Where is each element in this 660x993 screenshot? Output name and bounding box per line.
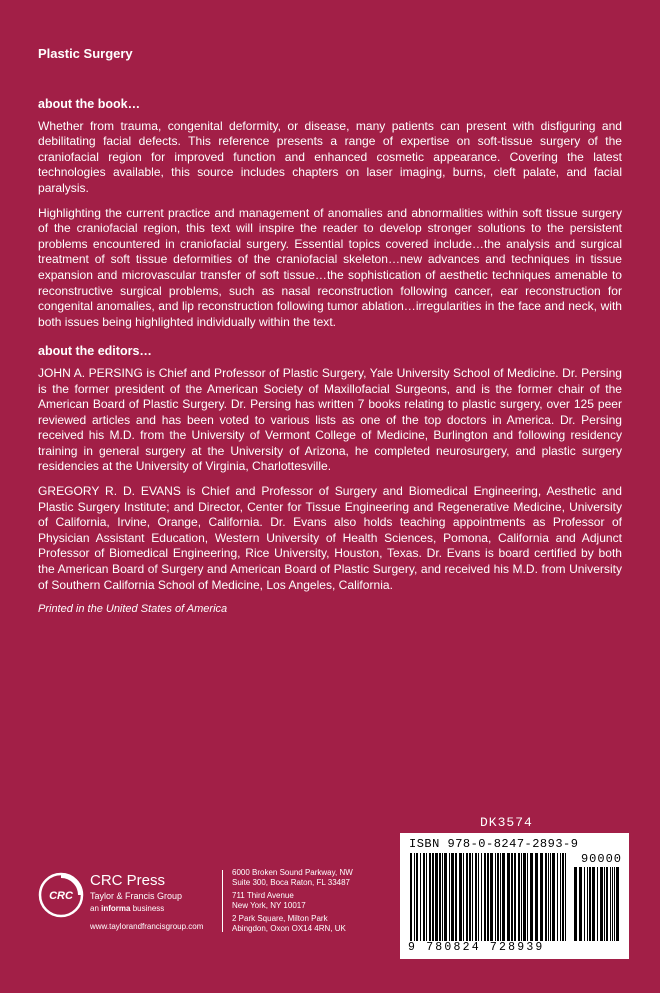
barcode-bar bbox=[416, 853, 418, 941]
barcode-bar bbox=[560, 853, 561, 941]
barcode-bar bbox=[455, 853, 457, 941]
barcode-bar bbox=[616, 867, 619, 941]
series-category: Plastic Surgery bbox=[38, 46, 133, 61]
addon-barcode-bars bbox=[574, 867, 622, 941]
crc-press-logo bbox=[38, 872, 84, 918]
barcode-bar bbox=[548, 853, 549, 941]
barcode-bar bbox=[451, 853, 454, 941]
printed-in-note: Printed in the United States of America bbox=[38, 603, 228, 616]
barcode-bar bbox=[535, 853, 538, 941]
barcode-bar bbox=[557, 853, 558, 941]
business-suffix: business bbox=[130, 904, 165, 913]
barcode-bar bbox=[500, 853, 501, 941]
publisher-group: Taylor & Francis Group bbox=[90, 891, 183, 901]
business-prefix: an bbox=[90, 904, 102, 913]
catalog-code: DK3574 bbox=[480, 815, 533, 830]
barcode-bar bbox=[518, 853, 520, 941]
barcode-bar bbox=[420, 853, 421, 941]
about-book-paragraph-1: Whether from trauma, congenital deformity, or disease, many patients can present with disfiguring and debilitating facial defects. This reference presents a range of expertise on soft-tissue surgery of the craniofacial region for improved function and enhanced cosmetic appearance. Covering the latest technologies available, this source includes chapters on laser imaging, burns, cleft palate, and facial paralysis. bbox=[38, 118, 622, 195]
barcode-bar bbox=[410, 853, 412, 941]
barcode-bar bbox=[545, 853, 547, 941]
publisher-divider bbox=[222, 870, 223, 932]
barcode-bar bbox=[435, 853, 438, 941]
address-line: New York, NY 10017 bbox=[232, 901, 306, 911]
address-line: 711 Third Avenue bbox=[232, 890, 294, 900]
barcode-bar bbox=[610, 867, 611, 941]
barcode-bar bbox=[490, 853, 493, 941]
publisher-url: www.taylorandfrancisgroup.com bbox=[90, 922, 204, 931]
address-line: Suite 300, Boca Raton, FL 33487 bbox=[232, 878, 351, 888]
barcode-bar bbox=[426, 853, 427, 941]
address-line: 2 Park Square, Milton Park bbox=[232, 913, 328, 923]
barcode-bar bbox=[449, 853, 450, 941]
barcode-bar bbox=[497, 853, 499, 941]
address-boca-raton bbox=[232, 868, 353, 889]
address-abingdon bbox=[232, 914, 353, 935]
barcode-bar bbox=[600, 867, 603, 941]
editor-bio-persing: JOHN A. PERSING is Chief and Professor of Plastic Surgery, Yale University School of Medicine. Dr. Persing is the former president of the American Society of Maxillofacial Surgeons, and is the former chair of the American Board of Plastic Surgery. Dr. Persing has written 7 books relating to plastic surgery, over 125 peer reviewed articles and has been voted to various lists as one of the top doctors in America. Dr. Persing received his M.D. from the University of Vermont College of Medicine, Burlington and following residency training in general surgery at the University of Arizona, he completed neurosurgery, and plastic surgery residencies at the University of Virginia, Charlottesville. bbox=[38, 365, 622, 474]
barcode-bar bbox=[469, 853, 471, 941]
about-book-paragraph-2: Highlighting the current practice and management of anomalies and abnormalities within soft tissue surgery of the craniofacial region, this text will inspire the reader to develop stronger solutions to the persistent problems encountered in craniofacial surgery. Essential topics covered include…the analysis and surgical treatment of soft tissue deformities of the craniofacial skeleton…new advances and techniques in tissue expansion and microvascular transfer of soft tissue…the sophistication of aesthetic techniques amenable to reconstructive surgical problems, such as nasal reconstruction following cancer, ear reconstruction for congenital anomalies, and lip reconstruction following tumor ablation…irregularities in the face and neck, with both issues being highlighted individually within the text. bbox=[38, 205, 622, 329]
barcode-bar bbox=[502, 853, 505, 941]
barcode-bar bbox=[432, 853, 434, 941]
ean-digits: 9 780824 728939 bbox=[408, 941, 545, 954]
barcode-bar bbox=[495, 853, 496, 941]
publisher-block bbox=[38, 872, 228, 936]
barcode-bar bbox=[478, 853, 479, 941]
barcode-bar bbox=[606, 867, 608, 941]
about-editors-heading: about the editors… bbox=[38, 344, 152, 359]
barcode-bar bbox=[484, 853, 486, 941]
barcode-bar bbox=[614, 867, 615, 941]
publisher-business-line bbox=[90, 904, 164, 913]
barcode-bar bbox=[521, 853, 522, 941]
barcode-bar bbox=[592, 867, 595, 941]
price-code: 90000 bbox=[580, 852, 622, 866]
barcode-bar bbox=[523, 853, 526, 941]
barcode-bar bbox=[487, 853, 489, 941]
barcode-bar bbox=[574, 867, 577, 941]
barcode-bar bbox=[552, 853, 555, 941]
barcode-bar bbox=[562, 853, 564, 941]
barcode-bar bbox=[442, 853, 443, 941]
barcode-bar bbox=[459, 853, 462, 941]
address-line: 6000 Broken Sound Parkway, NW bbox=[232, 868, 353, 877]
barcode-bar bbox=[540, 853, 543, 941]
editor-bio-evans: GREGORY R. D. EVANS is Chief and Professor of Surgery and Biomedical Engineering, Aesthetic and Plastic Surgery Institute; and Director, Center for Tissue Engineering and Regenerative Medicine, University of California, Irvine, Orange, California. Dr. Evans also holds teaching appointments as Professor of Physician Assistant Education, Western University of Health Sciences, Pomona, California and Adjunct Professor of Biomedical Engineering, Rice University, Houston, Texas. Dr. Evans is board certified by both the American Board of Surgery and American Board of Plastic Surgery, and received his M.D. from University of Southern California School of Medicine, Los Angeles, California. bbox=[38, 484, 622, 592]
barcode-bar bbox=[589, 867, 591, 941]
barcode-bar bbox=[414, 853, 415, 941]
barcode-bar bbox=[612, 867, 613, 941]
barcode-bar bbox=[514, 853, 516, 941]
about-book-heading: about the book… bbox=[38, 97, 141, 111]
barcode-bar bbox=[507, 853, 510, 941]
barcode-bar bbox=[584, 867, 585, 941]
barcode-bar bbox=[429, 853, 431, 941]
barcode-bar bbox=[423, 853, 425, 941]
isbn-label: ISBN 978-0-8247-2893-9 bbox=[409, 837, 579, 851]
barcode-bar bbox=[444, 853, 447, 941]
informa-brand: informa bbox=[101, 904, 131, 913]
isbn-barcode bbox=[400, 833, 629, 959]
barcode-bar bbox=[475, 853, 477, 941]
barcode-bar bbox=[527, 853, 528, 941]
barcode-bar bbox=[463, 853, 464, 941]
barcode-bar bbox=[587, 867, 588, 941]
barcode-bar bbox=[604, 867, 605, 941]
publisher-name: CRC Press bbox=[90, 872, 166, 889]
address-new-york bbox=[232, 891, 353, 912]
barcode-bar bbox=[466, 853, 468, 941]
barcode-bar bbox=[481, 853, 482, 941]
barcode-bar bbox=[579, 867, 582, 941]
back-cover-text bbox=[38, 97, 622, 618]
publisher-addresses bbox=[232, 868, 353, 936]
barcode-bar bbox=[511, 853, 513, 941]
crc-logo-text: CRC bbox=[49, 890, 73, 902]
barcode-bar bbox=[472, 853, 473, 941]
barcode-bar bbox=[439, 853, 441, 941]
address-line: Abingdon, Oxon OX14 4RN, UK bbox=[232, 924, 346, 934]
barcode-bar bbox=[597, 867, 598, 941]
barcode-bar bbox=[565, 853, 566, 941]
barcode-bar bbox=[530, 853, 533, 941]
ean-barcode-bars bbox=[410, 853, 568, 941]
barcode-bar bbox=[550, 853, 551, 941]
